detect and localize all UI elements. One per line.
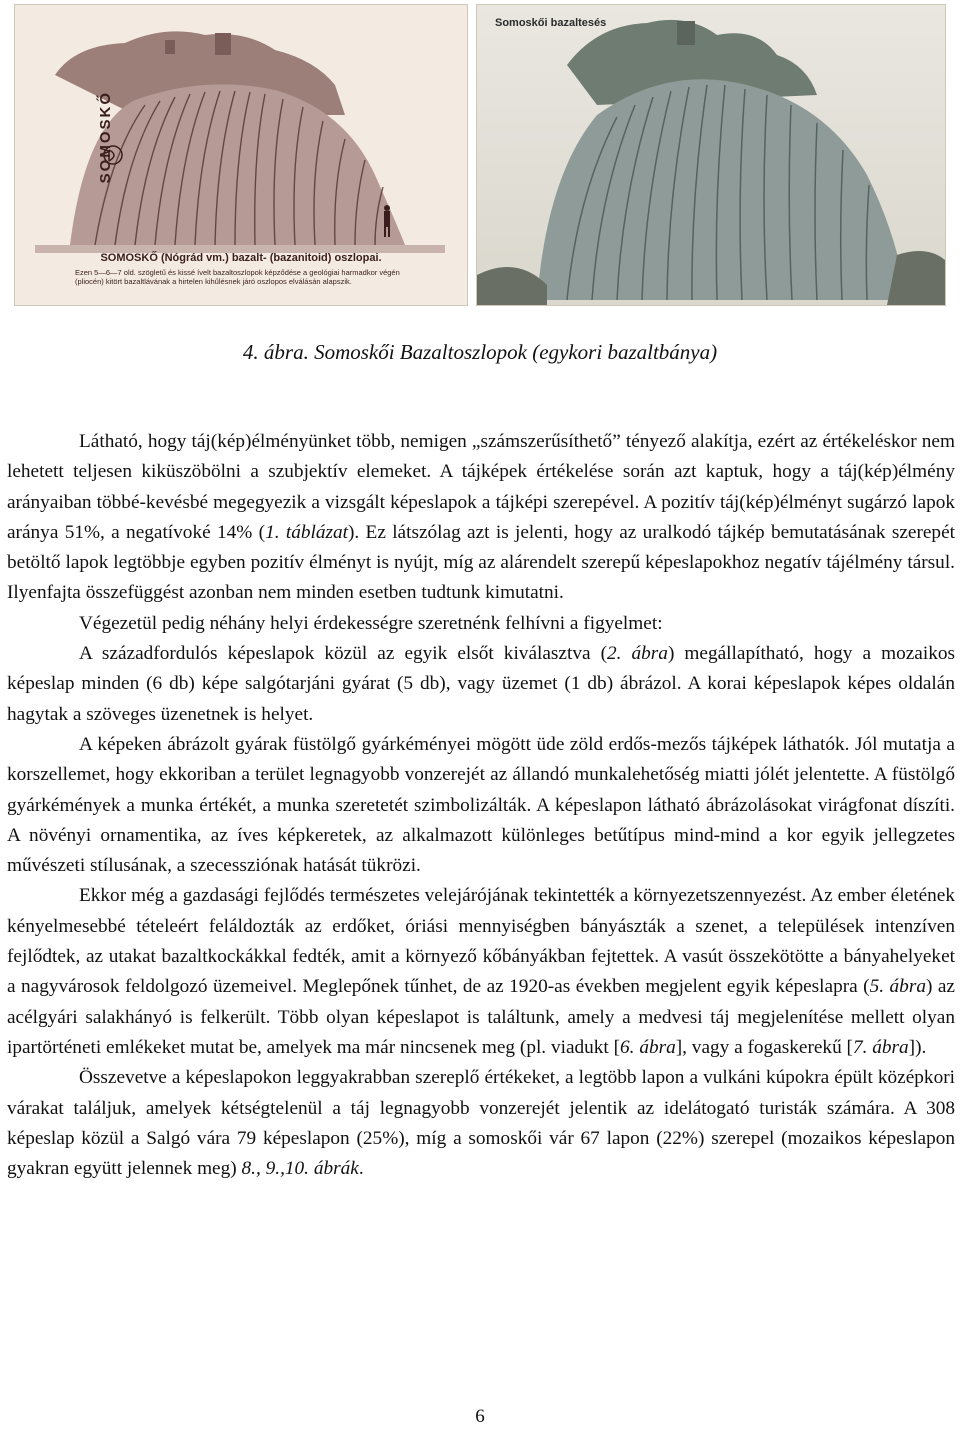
- paragraph: [7, 1063, 955, 1184]
- figure-reference: 5. ábra: [869, 976, 926, 998]
- figure-4: [14, 0, 946, 315]
- figure-reference: 7. ábra: [852, 1036, 909, 1058]
- figure-reference: 8., 9.,10. ábrák: [241, 1158, 359, 1180]
- paragraph: [7, 881, 955, 1063]
- figure-reference: 1. táblázat: [265, 521, 348, 543]
- paragraph-text: Végezetül pedig néhány helyi érdekességre szeretnénk felhívni a figyelmet:: [79, 612, 663, 634]
- paragraph-text: Összevetve a képeslapokon leggyakrabban szereplő értékeket, a legtöbb lapon a vulkáni kúpokra épült középkori várakat találjuk, amelyek kétségtelenül a táj legnagyobb vonzerejét jelentik az idelátogató turisták számára. A 308 képeslap közül a Salgó vára 79 képeslapon (25%), míg a somoskői vár 67 lapon (22%) szerepel (mozaikos képeslapon gyakran együtt jelennek meg): [7, 1067, 955, 1180]
- body-text: [7, 427, 955, 1184]
- paragraph-text: ). Ez látszólag azt is jelenti, hogy az uralkodó tájkép bemutatásának szerepét betöltő lapok legtöbbje egyben pozitív élményt is nyújt, míg az alárendelt szerepű képeslapokhoz negatív tájélmény társul. Ilyenfajta összefüggést azonban nem minden esetben tudtunk kimutatni.: [7, 521, 955, 604]
- postcard-vertical-title: SOMOSKŐ: [97, 91, 114, 184]
- figure-reference: 2. ábra: [607, 643, 668, 665]
- postcard-caption-main: SOMOSKŐ (Nógrád vm.) bazalt- (bazanitoid) oszlopai.: [100, 252, 382, 264]
- paragraph-text: ], vagy a fogaskerekű [: [675, 1036, 853, 1058]
- postcard-somosko-basalt-columns: [14, 4, 468, 306]
- paragraph-text: A képeken ábrázolt gyárak füstölgő gyárkéményei mögött üde zöld erdős-mezős tájképek láthatók. Jól mutatja a korszellemet, hogy ekkoriban a terület legnagyobb vonzerejét az állandó munkalehetőség miatti jólét jelentette. A füstölgő gyárkémények a munka értékét, a munka szeretetét szimbolizálták. A képeslapon látható ábrázolásokat virágfonat díszíti. A növényi ornamentika, az íves képkeretek, az alkalmazott különleges betűtípus mind-mind a kor egyik jellegzetes művészeti stílusának, a szecessziónak hatását tükrözi.: [7, 733, 955, 877]
- paragraph-text: Látható, hogy táj(kép)élményünket több, nemigen „számszerűsíthető” tényező alakítja, ezért az értékeléskor nem lehetett teljesen kiküszöbölni a szubjektív elemeket. A tájképek értékelése során azt kaptuk, hogy a táj(kép)élmény arányaiban többé-kevésbé megegyezik a vizsgált képeslapok a tájképi szerepével. A pozitív táj(kép)élményt sugárzó lapok aránya 51%, a negatívoké 14% (: [7, 431, 955, 543]
- paragraph-text: ) megállapítható, hogy a mozaikos képeslap minden (6 db) képe salgótarjáni gyárat (5 db), vagy üzemet (1 db) ábrázol. A korai képeslapok képes oldalán hagytak a szöveges üzenetnek is helyet.: [7, 643, 955, 725]
- paragraph-text: ) az acélgyári salakhányó is felkerült. Több olyan képeslapot is találtunk, amely a medvesi táj megjelenítése mellett olyan ipartörténeti emlékeket mutat be, amelyek ma már nincsenek meg (pl. viadukt [: [7, 976, 955, 1058]
- paragraph-text: .: [358, 1158, 364, 1180]
- postcard-title: Somoskői bazaltesés: [495, 17, 607, 29]
- paragraph-text: Ekkor még a gazdasági fejlődés természetes velejárójának tekintették a környezetszennyezést. Az ember életének kényelmesebbé tételeért feláldozták az erdőket, óriási mennyiségben bányászták a szenet, a települések intenzíven fejlődtek, az utakat bazaltkockákkal fedték, amit a környező kőbányákban fejtettek. A vasút összekötötte a bányahelyeket a nagyvárosok feldolgozó üzemeivel. Meglepőnek tűnhet, de az 1920-as években megjelent egyik képeslapra (: [7, 885, 955, 998]
- postcard-caption-small: Ezen 5—6—7 old. szögletű és kissé ívelt bazaltoszlopok képződése a geológiai harmadkor végén (pliocén) kitört bazaltlávának a hirtelen kihűlésnek járó oszlopos elválásán alapszik.: [75, 268, 400, 286]
- paragraph: [7, 730, 955, 881]
- paragraph: [7, 427, 955, 609]
- paragraph-text: ]).: [908, 1036, 927, 1058]
- paragraph-text: A századfordulós képeslapok közül az egyik elsőt kiválasztva (: [79, 643, 608, 665]
- postcard-somoskoi-bazaltes: [476, 4, 946, 306]
- paragraph: [7, 609, 955, 639]
- paragraph: [7, 639, 955, 730]
- page-number: 6: [475, 1406, 485, 1427]
- figure-caption: 4. ábra. Somoskői Bazaltoszlopok (egykori bazaltbánya): [242, 340, 718, 364]
- figure-reference: 6. ábra: [620, 1036, 676, 1058]
- basalt-waterfall-photo: [477, 5, 945, 305]
